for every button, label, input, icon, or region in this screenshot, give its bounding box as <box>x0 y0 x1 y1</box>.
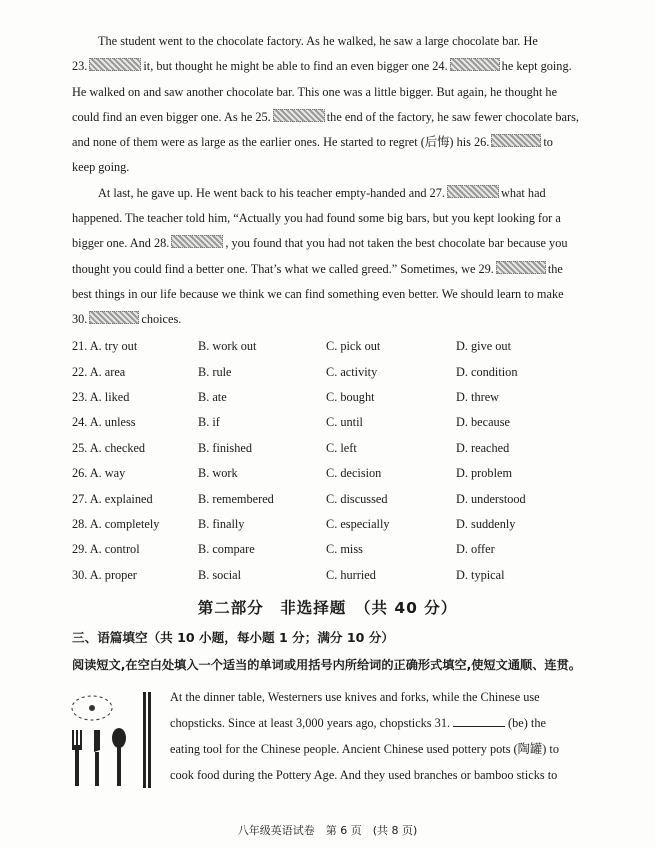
option-d: D. reached <box>456 440 510 455</box>
option-b: B. social <box>198 567 242 582</box>
reading-passage <box>72 29 602 333</box>
passage-text: thought you could find a better one. That’s what we called greed.” Sometimes, we 29. <box>72 261 494 276</box>
answer-blank <box>89 311 139 324</box>
passage-line <box>72 257 602 282</box>
option-c: C. pick out <box>326 339 381 354</box>
option-d: D. give out <box>456 339 511 354</box>
fork-icon <box>72 730 82 786</box>
option-row <box>72 410 612 435</box>
passage-line <box>72 54 602 79</box>
passage-line <box>170 762 598 788</box>
option-a: 24. A. unless <box>72 415 136 430</box>
passage-line <box>72 307 602 332</box>
page-footer: 八年级英语试卷 第 6 页 (共 8 页) <box>237 824 418 837</box>
option-a: 29. A. control <box>72 542 140 557</box>
option-a: 27. A. explained <box>72 491 153 506</box>
option-d: D. threw <box>456 389 500 404</box>
passage-text: choices. <box>141 312 182 327</box>
passage-line <box>170 710 598 736</box>
passage-line <box>72 206 602 231</box>
passage-text: The student went to the chocolate factory. As he walked, he saw a large chocolate bar. He <box>98 34 538 48</box>
passage-text: 30. <box>72 312 88 327</box>
passage-text: chopsticks. Since at least 3,000 years ago, chopsticks 31. <box>170 716 451 730</box>
option-b: B. remembered <box>198 491 274 506</box>
passage-line <box>72 130 602 155</box>
option-c: C. bought <box>326 389 375 404</box>
option-row <box>72 385 612 410</box>
passage-line <box>72 80 602 105</box>
passage-text: the end of the factory, he saw fewer chocolate bars, <box>326 109 579 124</box>
option-d: D. condition <box>456 364 518 379</box>
passage-text: the <box>547 261 563 276</box>
option-row <box>72 563 612 588</box>
option-row <box>72 334 612 359</box>
answer-blank <box>171 235 223 248</box>
option-b: B. work out <box>198 339 257 354</box>
option-d: D. typical <box>456 567 505 582</box>
option-a: 26. A. way <box>72 466 126 481</box>
option-d: D. suddenly <box>456 516 516 531</box>
answer-blank <box>89 58 141 71</box>
passage-text: best things in our life because we think we can find something even better. We should learn to make <box>72 286 564 301</box>
option-c: C. until <box>326 415 363 430</box>
passage-text: bigger one. And 28. <box>72 236 170 251</box>
answer-blank <box>491 134 541 147</box>
passage-line <box>170 736 598 762</box>
passage-line <box>72 181 602 206</box>
passage-text: happened. The teacher told him, “Actually you had found some big bars, but you kept looking for a <box>72 211 561 226</box>
passage-text: and none of them were as large as the earlier ones. He started to regret (后悔) his 26. <box>72 135 490 150</box>
passage-text: At the dinner table, Westerners use knives and forks, while the Chinese use <box>170 690 540 704</box>
answer-blank <box>447 185 499 198</box>
option-b: B. finished <box>198 440 252 455</box>
option-row <box>72 486 612 511</box>
option-d: D. understood <box>456 491 526 506</box>
passage-text: , you found that you had not taken the best chocolate bar because you <box>225 236 568 251</box>
option-b: B. ate <box>198 389 227 404</box>
passage-text: He walked on and saw another chocolate bar. This one was a little bigger. But again, he thought he <box>72 84 558 99</box>
option-a: 28. A. completely <box>72 516 160 531</box>
option-a: 22. A. area <box>72 364 126 379</box>
passage-text: what had <box>500 185 546 200</box>
instruction-text: 阅读短文,在空白处填入一个适当的单词或用括号内所给词的正确形式填空,使短文通顺、连贯。 <box>72 658 581 672</box>
section-title: 第二部分 非选择题 （共 40 分） <box>197 599 458 617</box>
passage-text: could find an even bigger one. As he 25. <box>72 109 271 124</box>
option-c: C. activity <box>326 364 378 379</box>
option-b: B. rule <box>198 364 232 379</box>
passage-text: it, but thought he might be able to find an even bigger one 24. <box>143 59 448 74</box>
passage-line <box>72 105 602 130</box>
passage-text: At last, he gave up. He went back to his teacher empty-handed and 27. <box>98 185 445 200</box>
answer-blank <box>450 58 500 71</box>
chopstick-icon <box>148 692 151 788</box>
passage-line <box>72 155 602 180</box>
passage-text: he kept going. <box>501 59 572 74</box>
passage-text: eating tool for the Chinese people. Ancient Chinese used pottery pots (陶罐) to <box>170 742 559 756</box>
option-b: B. work <box>198 466 238 481</box>
option-c: C. hurried <box>326 567 376 582</box>
option-b: B. if <box>198 415 220 430</box>
answer-blank <box>273 109 325 122</box>
passage-text: keep going. <box>72 160 130 175</box>
utensils-illustration-icon <box>66 690 152 790</box>
passage-line <box>72 231 602 256</box>
option-b: B. compare <box>198 542 255 557</box>
passage-text: to <box>543 135 553 150</box>
option-c: C. left <box>326 440 357 455</box>
passage-line <box>170 684 598 710</box>
passage-text: cook food during the Pottery Age. And they used branches or bamboo sticks to <box>170 768 558 782</box>
option-d: D. offer <box>456 542 495 557</box>
chopstick-icon <box>143 692 146 788</box>
option-row <box>72 461 612 486</box>
passage-text: (be) the <box>508 716 546 730</box>
option-row <box>72 359 612 384</box>
passage-line <box>72 29 602 54</box>
option-row <box>72 512 612 537</box>
option-d: D. problem <box>456 466 513 481</box>
option-c: C. discussed <box>326 491 388 506</box>
option-d: D. because <box>456 415 510 430</box>
option-c: C. decision <box>326 466 382 481</box>
option-c: C. miss <box>326 542 363 557</box>
passage-text: 23. <box>72 59 88 74</box>
cloze-passage <box>170 684 598 788</box>
option-row <box>72 436 612 461</box>
options-table <box>72 334 612 588</box>
option-c: C. especially <box>326 516 390 531</box>
option-b: B. finally <box>198 516 245 531</box>
knife-icon <box>94 730 100 786</box>
option-row <box>72 537 612 562</box>
answer-underline <box>453 715 505 727</box>
option-a: 30. A. proper <box>72 567 137 582</box>
option-a: 25. A. checked <box>72 440 146 455</box>
answer-blank <box>496 261 546 274</box>
passage-line <box>72 282 602 307</box>
section-subtitle: 三、语篇填空（共 10 小题，每小题 1 分；满分 10 分） <box>72 630 394 645</box>
option-a: 21. A. try out <box>72 339 138 354</box>
plate-center-icon <box>89 705 95 711</box>
spoon-icon <box>112 728 126 786</box>
option-a: 23. A. liked <box>72 389 130 404</box>
